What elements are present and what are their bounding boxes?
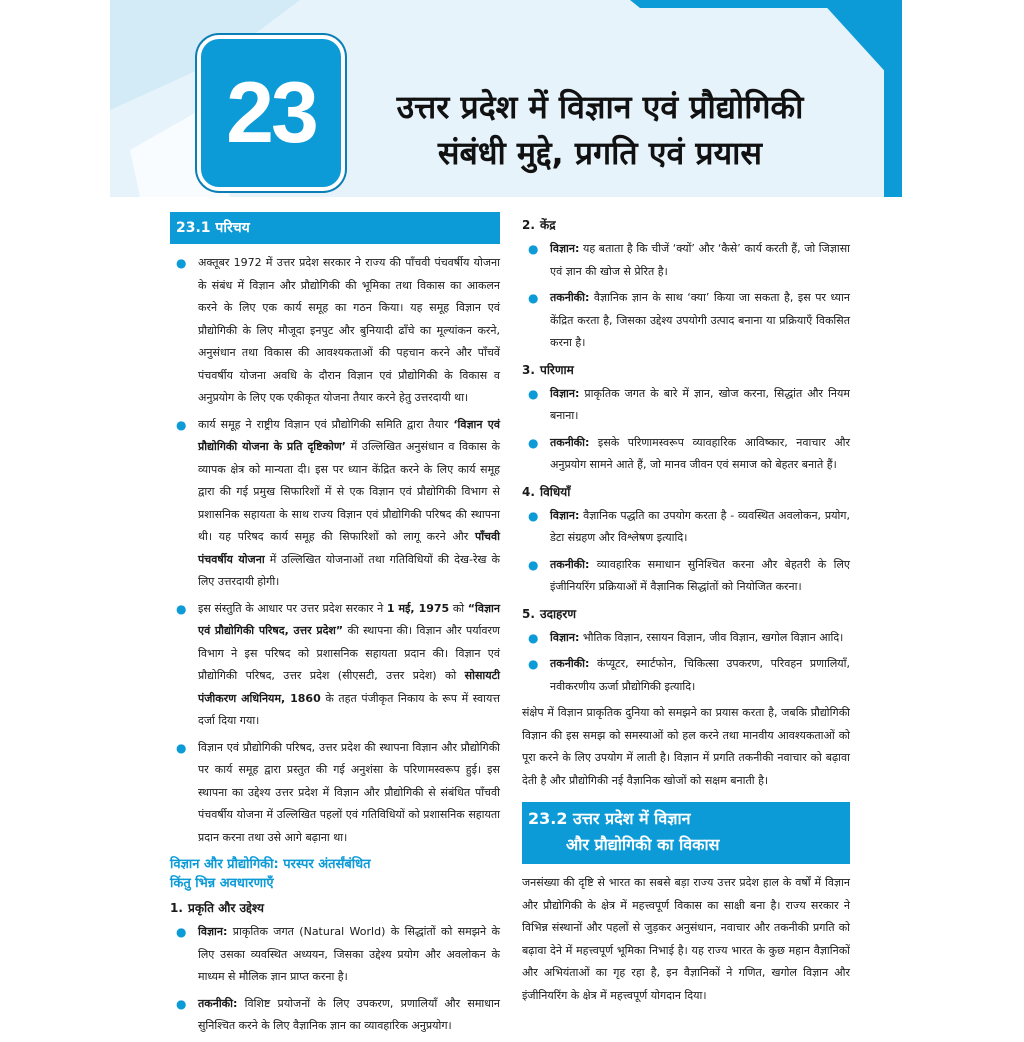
bullet-icon: ● [528,557,539,572]
chapter-number: 23 [226,65,316,161]
body-paragraph: जनसंख्या की दृष्टि से भारत का सबसे बड़ा राज्य उत्तर प्रदेश हाल के वर्षों में विज्ञान और प्रौद्योगिकी के क्षेत्र में महत्त्वपूर्ण विकास का साक्षी बना है। राज्य सरकार ने विभिन्न संस्थानों और पहलों से जुड़कर अनुसंधान, नवाचार और तकनीकी प्रगति को बढ़ावा देने में महत्त्वपूर्ण भूमिका निभाई है। यह राज्य भारत के कुछ महान वैज्ञानिकों और अभियंताओं का गृह रहा है, इन वैज्ञानिकों ने गणित, खगोल विज्ञान और इंजीनियरिंग के क्षेत्र में महत्त्वपूर्ण योगदान दिया। [522,876,850,1002]
bullet-icon: ● [176,256,187,270]
chapter-number-badge [197,35,345,191]
bullet-icon: ● [528,386,539,401]
bullet-icon: ● [176,740,187,755]
summary-paragraph: संक्षेप में विज्ञान प्राकृतिक दुनिया को समझने का प्रयास करता है, जबकि प्रौद्योगिकी विज्ञान की इस समझ को समस्याओं को हल करने तथा मानवीय आवश्यकताओं को पूरा करने के लिए उपयोग में लाती है। विज्ञान में प्रगति तकनीकी नवाचार को बढ़ावा देती है और प्रौद्योगिकी नई वैज्ञानिक खोजों को सक्षम बनाती है। [522,706,850,787]
list-item: ● विज्ञान: यह बताता है कि चीजें ‘क्यों’ और ‘कैसे’ कार्य करती हैं, जो जिज्ञासा एवं ज्ञान की खोज से प्रेरित है। [522,238,850,283]
chapter-title-line-2: संबंधी मुद्दे, प्रगति एवं प्रयास [437,134,763,172]
list-item: ● तकनीकी: व्यावहारिक समाधान सुनिश्चित करना और बेहतरी के लिए इंजीनियरिंग प्रक्रियाओं में वैज्ञानिक सिद्धांतों को नियोजित करना। [522,554,850,599]
bullet-icon: ● [528,657,539,671]
list-item: ● विज्ञान: प्राकृतिक जगत के बारे में ज्ञान, खोज करना, सिद्धांत और नियम बनाना। [522,383,850,428]
bullet-icon: ● [528,508,539,523]
list-item: ● विज्ञान: वैज्ञानिक पद्धति का उपयोग करता है - व्यवस्थित अवलोकन, प्रयोग, डेटा संग्रहण और विश्लेषण इत्यादि। [522,505,850,550]
sub-heading: विज्ञान और प्रौद्योगिकी: परस्पर अंतर्संबंधित किंतु भिन्न अवधारणाएँ [170,857,371,891]
chapter-title-line-1: उत्तर प्रदेश में विज्ञान एवं प्रौद्योगिकी [396,88,804,126]
bullet-icon: ● [528,435,539,450]
list-item: ● विज्ञान एवं प्रौद्योगिकी परिषद, उत्तर प्रदेश की स्थापना विज्ञान और प्रौद्योगिकी पर कार्य समूह द्वारा प्रस्तुत की गई अनुशंसा के परिणामस्वरूप हुई। इस स्थापना का उद्देश्य उत्तर प्रदेश में विज्ञान और प्रौद्योगिकी से संबंधित पाँचवी पंचवर्षीय योजना में उल्लिखित पहलों एवं गतिविधियों को प्रशासनिक सहायता प्रदान करना तथा उसे आगे बढ़ाना था। [170,737,500,850]
bullet-icon: ● [528,630,539,645]
list-item: ● इस संस्तुति के आधार पर उत्तर प्रदेश सरकार ने 1 मई, 1975 को “विज्ञान एवं प्रौद्योगिकी परिषद, उत्तर प्रदेश” की स्थापना की। विज्ञान और पर्यावरण विभाग ने इस परिषद को प्रशासनिक सहायता प्रदान की। विज्ञान एवं प्रौद्योगिकी परिषद, उत्तर प्रदेश (सीएसटी, उत्तर प्रदेश) को सोसायटी पंजीकरण अधिनियम, 1860 के तहत पंजीकृत निकाय के रूप में स्वायत्त दर्जा दिया गया। [170,598,500,733]
numbered-heading: 5. उदाहरण [522,606,577,621]
bullet-icon: ● [528,242,539,256]
list-item: ● तकनीकी: इसके परिणामस्वरूप व्यावहारिक आविष्कार, नवाचार और अनुप्रयोग सामने आते हैं, जो मानव जीवन एवं समाज को बेहतर बनाते हैं। [522,432,850,477]
chapter-title [340,84,860,176]
list-item: ● अक्तूबर 1972 में उत्तर प्रदेश सरकार ने राज्य की पाँचवी पंचवर्षीय योजना के संबंध में विज्ञान और प्रौद्योगिकी की भूमिका तथा विकास का आकलन करने के लिए एक कार्य समूह का गठन किया। यह समूह विज्ञान एवं प्रौद्योगिकी के लिए मौजूदा इनपुट और बुनियादी ढाँचे का मूल्यांकन करने, अनुसंधान तथा विकास की आवश्यकताओं की पहचान करने और पाँचवें पंचवर्षीय योजना अवधि के दौरान विज्ञान एवं प्रौद्योगिकी के विकास व अनुप्रयोग के लिए एक एकीकृत योजना तैयार करने हेतु उत्तरदायी था। [170,252,500,410]
numbered-heading: 4. विधियाँ [522,484,571,499]
section-heading-intro: 23.1 परिचय [170,212,500,244]
numbered-heading: 3. परिणाम [522,362,574,377]
section-heading-development: 23.2 उत्तर प्रदेश में विज्ञान और प्रौद्योगिकी का विकास [522,802,850,864]
list-item: ● विज्ञान: भौतिक विज्ञान, रसायन विज्ञान, जीव विज्ञान, खगोल विज्ञान आदि। [522,627,850,650]
list-item: ● तकनीकी: विशिष्ट प्रयोजनों के लिए उपकरण, प्रणालियाँ और समाधान सुनिश्चित करने के लिए वैज्ञानिक ज्ञान का व्यावहारिक अनुप्रयोग। [170,993,500,1038]
list-item: ● तकनीकी: कंप्यूटर, स्मार्टफोन, चिकित्सा उपकरण, परिवहन प्रणालियाँ, नवीकरणीय ऊर्जा प्रौद्योगिकी इत्यादि। [522,653,850,698]
bullet-icon: ● [176,925,187,939]
list-item: ● तकनीकी: वैज्ञानिक ज्ञान के साथ ‘क्या’ किया जा सकता है, इस पर ध्यान केंद्रित करता है, जिसका उद्देश्य उपयोगी उत्पाद बनाना या प्रक्रियाएँ विकसित करना है। [522,287,850,355]
right-column [522,212,850,1009]
bullet-icon: ● [528,291,539,305]
bullet-icon: ● [176,996,187,1011]
bullet-icon: ● [176,601,187,616]
left-column [170,212,500,1042]
list-item: ● विज्ञान: प्राकृतिक जगत (Natural World) के सिद्धांतों को समझने के लिए उसका व्यवस्थित अध्ययन, जिसका उद्देश्य प्रयोग और अवलोकन के माध्यम से मौलिक ज्ञान प्राप्त करना है। [170,921,500,989]
bullet-icon: ● [176,417,187,432]
numbered-heading: 2. केंद्र [522,218,556,232]
list-item: ● कार्य समूह ने राष्ट्रीय विज्ञान एवं प्रौद्योगिकी समिति द्वारा तैयार ‘विज्ञान एवं प्रौद्योगिकी योजना के प्रति दृष्टिकोण’ में उल्लिखित अनुसंधान व विकास के व्यापक क्षेत्र को मान्यता दी। इस पर ध्यान केंद्रित करने के लिए कार्य समूह द्वारा की गई प्रमुख सिफारिशों में से एक विज्ञान एवं प्रौद्योगिकी विभाग से प्रशासनिक सहायता के साथ राज्य विज्ञान एवं प्रौद्योगिकी परिषद की स्थापना थी। यह परिषद कार्य समूह की सिफारिशों को लागू करने और पाँचवी पंचवर्षीय योजना में उल्लिखित योजनाओं तथा गतिविधियों की देख-रेख के लिए उत्तरदायी होगी। [170,414,500,594]
numbered-heading: 1. प्रकृति और उद्देश्य [170,901,264,915]
